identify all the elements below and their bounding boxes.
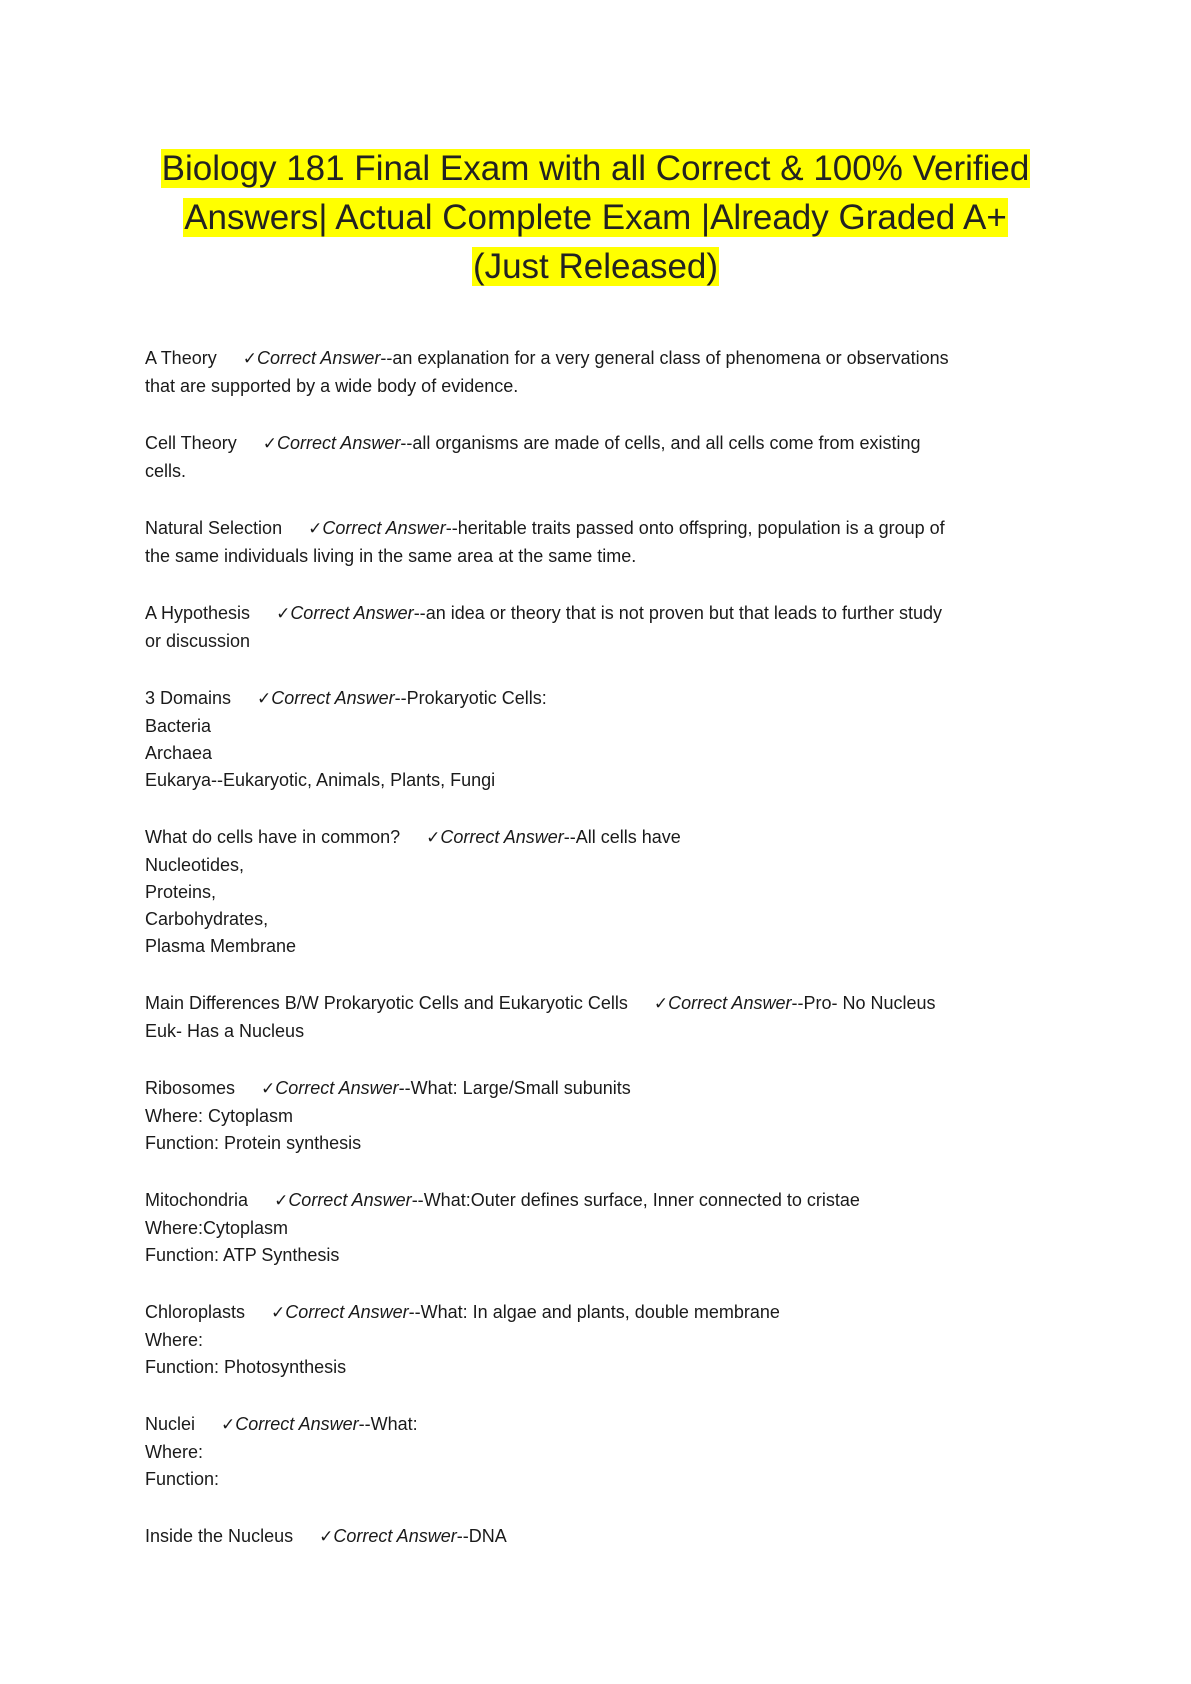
qa-term: Cell Theory (145, 433, 237, 453)
qa-entry (145, 1299, 1065, 1381)
correct-answer-label: Correct Answer (668, 993, 792, 1013)
qa-answer-line: cells. (145, 461, 187, 481)
checkmark-icon: ✓ (271, 1303, 286, 1323)
qa-answer-line: Carbohydrates, (145, 909, 269, 929)
title-line-1: Biology 181 Final Exam with all Correct & 100% Verified (161, 149, 1030, 188)
qa-answer: an idea or theory that is not proven but that leads to further study (425, 603, 943, 623)
qa-entry (145, 1187, 1065, 1269)
qa-entry-first-line (145, 685, 1065, 713)
answer-separator: -- (394, 688, 407, 708)
qa-answer: What: In algae and plants, double membrane (420, 1302, 780, 1322)
qa-term: What do cells have in common? (145, 827, 401, 847)
qa-answer-line: Where: (145, 1330, 204, 1350)
checkmark-icon: ✓ (262, 434, 277, 454)
qa-term: A Theory (145, 348, 217, 368)
qa-entry-first-line (145, 430, 1065, 458)
checkmark-icon: ✓ (274, 1191, 289, 1211)
qa-answer: What: (370, 1414, 418, 1434)
qa-term: Mitochondria (145, 1190, 249, 1210)
qa-term: Natural Selection (145, 518, 283, 538)
checkmark-icon: ✓ (426, 828, 441, 848)
qa-answer-line: Euk- Has a Nucleus (145, 1021, 305, 1041)
qa-entry (145, 990, 1065, 1045)
qa-answer-line: Function: ATP Synthesis (145, 1245, 340, 1265)
qa-term: A Hypothesis (145, 603, 251, 623)
answer-separator: -- (563, 827, 576, 847)
title-line-3: (Just Released) (472, 247, 719, 286)
correct-answer-label: Correct Answer (285, 1302, 409, 1322)
qa-term: 3 Domains (145, 688, 232, 708)
answer-separator: -- (380, 348, 393, 368)
qa-entry (145, 600, 1065, 655)
qa-answer-line: Proteins, (145, 882, 217, 902)
qa-entry-first-line (145, 1299, 1065, 1327)
qa-answer: Prokaryotic Cells: (406, 688, 547, 708)
correct-answer-label: Correct Answer (288, 1190, 412, 1210)
qa-entry-first-line (145, 600, 1065, 628)
answer-separator: -- (445, 518, 458, 538)
qa-answer-line: Eukarya--Eukaryotic, Animals, Plants, Fungi (145, 770, 496, 790)
qa-term: Ribosomes (145, 1078, 236, 1098)
checkmark-icon: ✓ (242, 349, 257, 369)
qa-entry (145, 1523, 1065, 1551)
qa-entry (145, 1075, 1065, 1157)
document-title (120, 144, 1071, 291)
answer-separator: -- (398, 1078, 411, 1098)
qa-answer: an explanation for a very general class of phenomena or observations (392, 348, 949, 368)
qa-answer-line: Bacteria (145, 716, 212, 736)
checkmark-icon: ✓ (653, 994, 669, 1014)
qa-entry (145, 345, 1065, 400)
correct-answer-label: Correct Answer (440, 827, 564, 847)
correct-answer-label: Correct Answer (271, 688, 395, 708)
correct-answer-label: Correct Answer (322, 518, 446, 538)
qa-answer: All cells have (575, 827, 681, 847)
qa-answer-line: Where: Cytoplasm (145, 1106, 294, 1126)
qa-answer-line: Function: Protein synthesis (145, 1133, 362, 1153)
qa-entry-first-line (145, 1523, 1065, 1551)
qa-list (145, 345, 1065, 1581)
qa-entry (145, 685, 1065, 794)
qa-answer: What: Large/Small subunits (410, 1078, 631, 1098)
qa-answer-line: Where:Cytoplasm (145, 1218, 289, 1238)
qa-answer: all organisms are made of cells, and all cells come from existing (412, 433, 921, 453)
qa-entry-first-line (145, 345, 1065, 373)
qa-answer: What:Outer defines surface, Inner connected to cristae (423, 1190, 860, 1210)
qa-term: Main Differences B/W Prokaryotic Cells and Eukaryotic Cells (145, 993, 628, 1013)
correct-answer-label: Correct Answer (235, 1414, 359, 1434)
qa-answer-line: that are supported by a wide body of evidence. (145, 376, 519, 396)
checkmark-icon: ✓ (257, 689, 272, 709)
correct-answer-label: Correct Answer (333, 1526, 457, 1546)
qa-entry (145, 824, 1065, 960)
qa-answer-line: Function: Photosynthesis (145, 1357, 347, 1377)
correct-answer-label: Correct Answer (290, 603, 414, 623)
qa-answer-line: Plasma Membrane (145, 936, 297, 956)
qa-entry (145, 430, 1065, 485)
qa-answer-line: or discussion (145, 631, 251, 651)
qa-entry-first-line (145, 824, 1065, 852)
checkmark-icon: ✓ (308, 519, 323, 539)
qa-entry (145, 1411, 1065, 1493)
answer-separator: -- (411, 1190, 424, 1210)
qa-answer: Pro- No Nucleus (803, 993, 936, 1013)
checkmark-icon: ✓ (319, 1527, 334, 1547)
answer-separator: -- (456, 1526, 469, 1546)
qa-term: Inside the Nucleus (145, 1526, 294, 1546)
checkmark-icon: ✓ (221, 1415, 236, 1435)
qa-entry (145, 515, 1065, 570)
correct-answer-label: Correct Answer (256, 348, 381, 368)
qa-answer-line: Archaea (145, 743, 213, 763)
qa-answer: DNA (468, 1526, 507, 1546)
correct-answer-label: Correct Answer (275, 1078, 399, 1098)
qa-answer-line: Where: (145, 1442, 204, 1462)
checkmark-icon: ✓ (261, 1079, 276, 1099)
qa-entry-first-line (145, 1187, 1065, 1215)
qa-answer-line: Function: (145, 1469, 220, 1489)
qa-entry-first-line (145, 990, 1065, 1018)
checkmark-icon: ✓ (276, 604, 291, 624)
qa-term: Nuclei (145, 1414, 196, 1434)
answer-separator: -- (413, 603, 426, 623)
answer-separator: -- (791, 993, 804, 1013)
answer-separator: -- (408, 1302, 421, 1322)
qa-answer: heritable traits passed onto offspring, population is a group of (457, 518, 945, 538)
qa-entry-first-line (145, 1411, 1065, 1439)
correct-answer-label: Correct Answer (276, 433, 401, 453)
answer-separator: -- (400, 433, 413, 453)
qa-answer-line: the same individuals living in the same area at the same time. (145, 546, 637, 566)
qa-answer-line: Nucleotides, (145, 855, 245, 875)
qa-term: Chloroplasts (145, 1302, 246, 1322)
title-line-2: Answers| Actual Complete Exam |Already Graded A+ (184, 198, 1007, 237)
answer-separator: -- (358, 1414, 371, 1434)
qa-entry-first-line (145, 515, 1065, 543)
qa-entry-first-line (145, 1075, 1065, 1103)
